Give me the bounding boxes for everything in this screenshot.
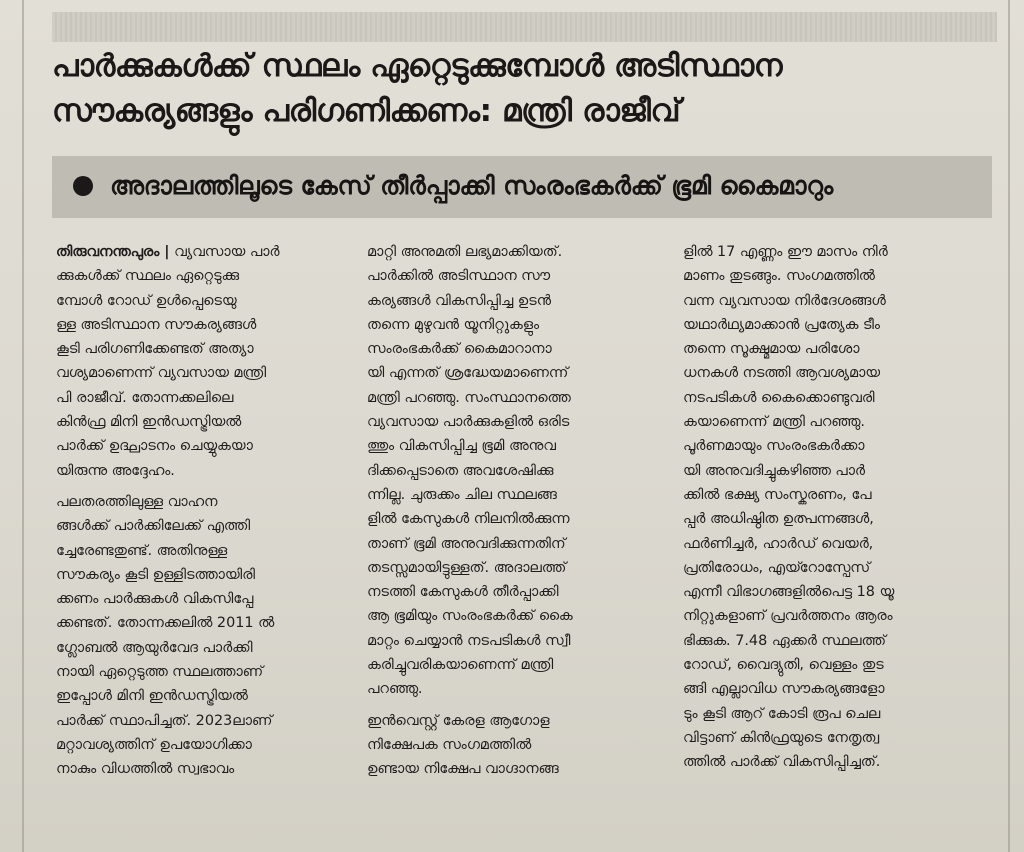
- article-line: പാർക്ക് സ്ഥാപിച്ചത്. 2023ലാണ്: [56, 712, 273, 729]
- article-line: ധനകൾ നടത്തി ആവശ്യമായ: [683, 365, 881, 382]
- article-line: ഭിക്കുക. 7.48 ഏക്കർ സ്ഥലത്ത്: [683, 632, 886, 649]
- article-line: ഫർണിച്ചർ, ഹാർഡ് വെയർ,: [683, 535, 874, 552]
- article-line: വന്ന വ്യവസായ നിർദേശങ്ങൾ: [683, 292, 886, 309]
- paragraph-gap: [367, 702, 677, 709]
- article-line: ഇപ്പോൾ മിനി ഇൻഡസ്ട്രിയൽ: [56, 688, 248, 705]
- article-line: ച്ചേരേണ്ടതുണ്ട്. അതിനുള്ള: [56, 542, 228, 559]
- bullet-icon: [73, 176, 93, 196]
- article-line: മാറ്റം ചെയ്യാൻ നടപടികൾ സ്വീ: [367, 632, 571, 649]
- article-line: മന്ത്രി പറഞ്ഞു. സംസ്ഥാനത്തെ: [367, 389, 571, 406]
- article-line: നിറ്റുകളാണ് പ്രവർത്തനം ആരം: [683, 608, 893, 625]
- subheadline: അദാലത്തിലൂടെ കേസ് തീർപ്പാക്കി സംരംഭകർക്ക് ഭൂമി കൈമാറും: [110, 171, 834, 200]
- article-line: ഇൻവെസ്റ്റ് കേരള ആഗോള: [367, 712, 550, 729]
- paragraph-gap: [56, 483, 361, 490]
- article-line: നാകും വിധത്തിൽ സ്വഭാവം: [56, 761, 235, 778]
- article-line: കൂടി പരിഗണിക്കേണ്ടത് അത്യാ: [56, 341, 254, 358]
- article-line: വശ്യമാണെന്ന് വ്യവസായ മന്ത്രി: [56, 365, 267, 382]
- article-line: യി എന്നത് ശ്രദ്ധേയമാണെന്ന്: [367, 365, 569, 382]
- article-line: പാർക്കിൽ അടിസ്ഥാന സൗ: [367, 268, 551, 285]
- article-line: ക്കണം പാർക്കുകൾ വികസിപ്പേ: [56, 591, 254, 608]
- article-line: മ്പോൾ റോഡ് ഉൾപ്പെടെയു: [56, 292, 237, 309]
- article-line: തന്നെ സൂക്ഷ്മമായ പരിശോ: [683, 341, 860, 358]
- article-line: മാറ്റി അനുമതി ലഭ്യമാക്കിയത്.: [367, 244, 563, 260]
- headline: [52, 44, 992, 134]
- article-text: വ്യവസായ പാർ: [169, 244, 280, 260]
- article-line: പറഞ്ഞു.: [367, 681, 423, 698]
- article-line: ത്തും വികസിപ്പിച്ച ഭൂമി അനുവ: [367, 438, 556, 455]
- article-line: ഗ്ലോബൽ ആയുർവേദ പാർക്കി: [56, 639, 253, 656]
- article-line: ത്തിൽ പാർക്ക് വികസിപ്പിച്ചത്.: [683, 754, 881, 771]
- article-line: [56, 240, 361, 264]
- article-line: നിക്ഷേപക സംഗമത്തിൽ: [367, 736, 532, 753]
- article-line: നടത്തി കേസുകൾ തീർപ്പാക്കി: [367, 584, 559, 601]
- article-column-2: [367, 240, 677, 782]
- article-line: ക്കുകൾക്ക് സ്ഥലം ഏറ്റെടുക്കു: [56, 268, 239, 285]
- article-line: കരിച്ചുവരികയാണെന്ന് മന്ത്രി: [367, 657, 554, 674]
- article-line: പാർക്ക് ഉദ്ഘാടനം ചെയ്യുകയാ: [56, 438, 253, 455]
- article-line: നായി ഏറ്റെടുത്ത സ്ഥലത്താണ്: [56, 664, 264, 681]
- article-line: ന്നില്ല. ചുരുക്കം ചില സ്ഥലങ്ങ: [367, 486, 557, 503]
- article-column-3: [683, 240, 993, 775]
- article-line: ങ്ങി എല്ലാവിധ സൗകര്യങ്ങളോ: [683, 681, 885, 698]
- article-line: പ്രതിരോധം, എയ്റോസ്പേസ്: [683, 559, 871, 576]
- article-line: നടപടികൾ കൈക്കൊണ്ടുവരി: [683, 389, 875, 406]
- article-line: ക്കിൽ ഭക്ഷ്യ സംസ്കരണം, പേ: [683, 486, 872, 503]
- article-line: റോഡ്, വൈദ്യുതി, വെള്ളം തുട: [683, 657, 884, 674]
- header-strip: [52, 12, 997, 42]
- article-line: തടസ്സമായിട്ടുള്ളത്. അദാലത്ത്: [367, 559, 567, 576]
- left-column-rule: [22, 0, 24, 852]
- article-line: പലതരത്തിലുള്ള വാഹന: [56, 493, 218, 510]
- article-line: തന്നെ മുഴുവൻ യൂനിറ്റുകളും: [367, 316, 540, 333]
- article-line: പൂർണമായും സംരംഭകർക്കാ: [683, 438, 865, 455]
- article-line: ഉണ്ടായ നിക്ഷേപ വാഗ്ദാനങ്ങ: [367, 761, 559, 778]
- article-line: ദിക്കപ്പെടാതെ അവശേഷിക്കു: [367, 462, 554, 479]
- headline-line-2: സൗകര്യങ്ങളും പരിഗണിക്കണം: മന്ത്രി രാജീവ്: [52, 93, 681, 129]
- article-line: മറ്റാവശ്യത്തിന് ഉപയോഗിക്കാ: [56, 736, 252, 753]
- article-line: യി അനുവദിച്ചുകഴിഞ്ഞ പാർ: [683, 462, 865, 479]
- article-line: ള്ള അടിസ്ഥാന സൗകര്യങ്ങൾ: [56, 316, 257, 333]
- article-line: ങ്ങൾക്ക് പാർക്കിലേക്ക് എത്തി: [56, 518, 251, 535]
- article-line: താണ് ഭൂമി അനുവദിക്കുന്നതിന്: [367, 535, 566, 552]
- article-line: സംരംഭകർക്ക് കൈമാറാനാ: [367, 341, 552, 358]
- article-line: പ്പർ അധിഷ്ഠിത ഉത്പന്നങ്ങൾ,: [683, 511, 874, 528]
- article-line: ആ ഭൂമിയും സംരംഭകർക്ക് കൈ: [367, 608, 573, 625]
- article-line: ക്കണ്ടത്. തോന്നക്കലിൽ 2011 ൽ: [56, 615, 275, 632]
- article-line: കയാണെന്ന് മന്ത്രി പറഞ്ഞു.: [683, 414, 865, 431]
- article-line: എന്നീ വിഭാഗങ്ങളിൽപെട്ട 18 യൂ: [683, 584, 895, 601]
- headline-line-1: പാർക്കുകൾക്ക് സ്ഥലം ഏറ്റെടുക്കുമ്പോൾ അടിസ്ഥാന: [52, 48, 783, 84]
- article-line: സൗകര്യം കൂടി ഉള്ളിടത്തായിരി: [56, 566, 255, 583]
- article-line: കിൻഫ്ര മിനി ഇൻഡസ്ട്രിയൽ: [56, 414, 242, 431]
- article-line: ളിൽ കേസുകൾ നിലനിൽക്കുന്ന: [367, 511, 570, 528]
- article-line: യഥാർഥ്യമാക്കാൻ പ്രത്യേക ടീം: [683, 316, 880, 333]
- article-line: പി രാജീവ്. തോന്നക്കലിലെ: [56, 389, 234, 406]
- article-line: യിരുന്നു അദ്ദേഹം.: [56, 462, 175, 479]
- article-line: ളിൽ 17 എണ്ണം ഈ മാസം നിർ: [683, 244, 888, 260]
- article-line: വിട്ടാണ് കിൻഫ്രയുടെ നേതൃത്വ: [683, 729, 880, 746]
- article-line: വ്യവസായ പാർക്കുകളിൽ ഒരിട: [367, 414, 570, 431]
- dateline: തിരുവനന്തപുരം |: [56, 244, 170, 260]
- article-line: ടും കൂടി ആറ് കോടി രൂപ ചെല: [683, 705, 881, 722]
- article-line: മാണം തുടങ്ങും. സംഗമത്തിൽ: [683, 268, 875, 285]
- article-line: കര്യങ്ങൾ വികസിപ്പിച്ച ഉടൻ: [367, 292, 551, 309]
- article-column-1: [56, 240, 361, 782]
- right-column-rule: [1008, 0, 1010, 852]
